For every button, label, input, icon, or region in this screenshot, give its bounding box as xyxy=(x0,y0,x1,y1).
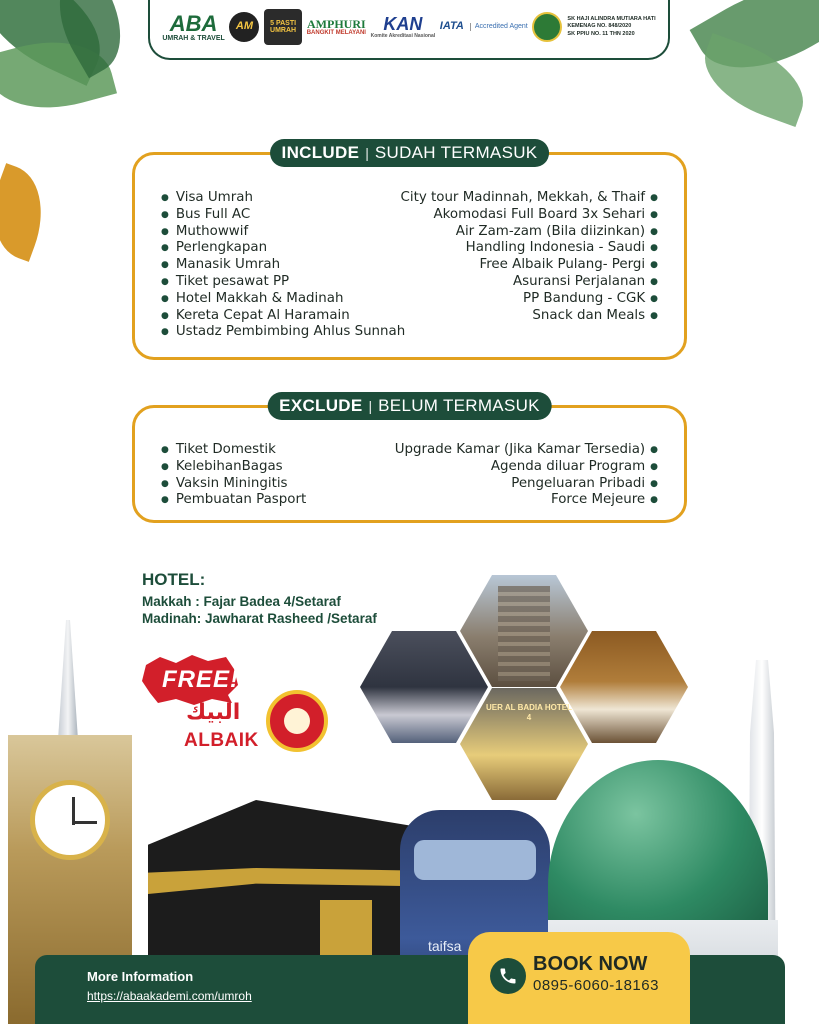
aba-logo: ABA UMRAH & TRAVEL xyxy=(162,10,225,42)
include-item: PP Bandung - CGK ● xyxy=(401,291,659,308)
albaik-mascot-icon xyxy=(266,690,328,752)
hotel-makkah: Makkah : Fajar Badea 4/Setaraf xyxy=(142,594,341,609)
more-info-link[interactable]: https://abaakademi.com/umroh xyxy=(87,989,252,1003)
include-item: ● Ustadz Pembimbing Ahlus Sunnah xyxy=(161,324,405,341)
albaik-logo-latin: ALBAIK xyxy=(184,730,259,751)
hotel-title: HOTEL: xyxy=(142,570,206,589)
include-item: Snack dan Meals ● xyxy=(401,308,659,325)
include-item: Asuransi Perjalanan ● xyxy=(401,274,659,291)
partner-logo-bar xyxy=(148,0,670,60)
book-now-label[interactable]: BOOK NOW xyxy=(533,953,648,975)
include-item: Air Zam-zam (Bila diizinkan) ● xyxy=(401,224,659,241)
include-section xyxy=(132,143,687,360)
include-item: ● Bus Full AC xyxy=(161,207,405,224)
exclude-item: Agenda diluar Program ● xyxy=(395,459,658,476)
exclude-item: Pengeluaran Pribadi ● xyxy=(395,476,658,493)
hotel-building-photo xyxy=(460,575,588,687)
exclude-item: ● KelebihanBagas xyxy=(161,459,306,476)
exclude-item: Force Mejeure ● xyxy=(395,492,658,509)
exclude-list-right xyxy=(395,442,658,509)
exclude-item: Upgrade Kamar (Jika Kamar Tersedia) ● xyxy=(395,442,658,459)
include-item: ● Visa Umrah xyxy=(161,190,405,207)
include-item: ● Perlengkapan xyxy=(161,240,405,257)
exclude-item: ● Pembuatan Pasport xyxy=(161,492,306,509)
include-item: Free Albaik Pulang- Pergi ● xyxy=(401,257,659,274)
include-item: ● Hotel Makkah & Madinah xyxy=(161,291,405,308)
clock-icon xyxy=(30,780,110,860)
hotel-room-photo xyxy=(560,631,688,743)
include-item: Akomodasi Full Board 3x Sehari ● xyxy=(401,207,659,224)
decorative-dry-leaf xyxy=(0,163,58,262)
hotel-sign-text: UER AL BADIA HOTEL 4 xyxy=(486,703,572,722)
include-item: ● Tiket pesawat PP xyxy=(161,274,405,291)
kemenag-logo: SK HAJI ALINDRA MUTIARA HATI KEMENAG NO. 848/2020 SK PPIU NO. 11 THN 2020 xyxy=(532,12,655,42)
kan-logo: KAN Komite Akreditasi Nasional xyxy=(370,13,436,39)
exclude-item: ● Vaksin Miningitis xyxy=(161,476,306,493)
hotel-madinah: Madinah: Jawharat Rasheed /Setaraf xyxy=(142,611,377,626)
include-item: City tour Madinnah, Mekkah, & Thaif ● xyxy=(401,190,659,207)
five-pasti-umrah-logo: 5 PASTI UMRAH xyxy=(264,9,302,45)
kemenag-seal-icon xyxy=(532,12,562,42)
amphuri-logo: AMPHURI BANGKIT MELAYANI xyxy=(306,16,366,37)
include-section-title: INCLUDE | SUDAH TERMASUK xyxy=(270,139,550,167)
green-dome-image xyxy=(548,760,768,940)
exclude-list-left xyxy=(161,442,306,509)
include-item: ● Kereta Cepat Al Haramain xyxy=(161,308,405,325)
albaik-logo-arabic: البيك xyxy=(186,700,241,725)
exclude-section xyxy=(132,396,687,523)
phone-icon xyxy=(490,958,526,994)
include-item: ● Manasik Umrah xyxy=(161,257,405,274)
include-list-left xyxy=(161,190,405,341)
exclude-section-title: EXCLUDE | BELUM TERMASUK xyxy=(267,392,552,420)
free-label: FREE! xyxy=(162,666,239,693)
more-info-label: More Information xyxy=(87,969,194,984)
include-list-right xyxy=(401,190,659,324)
include-item: ● Muthowwif xyxy=(161,224,405,241)
include-item: Handling Indonesia - Saudi ● xyxy=(401,240,659,257)
am-logo: AM xyxy=(229,12,259,42)
phone-number[interactable]: 0895-6060-18163 xyxy=(533,977,659,994)
hotel-room-photo xyxy=(360,631,488,743)
iata-logo: IATA Accredited Agent xyxy=(439,20,528,33)
exclude-item: ● Tiket Domestik xyxy=(161,442,306,459)
